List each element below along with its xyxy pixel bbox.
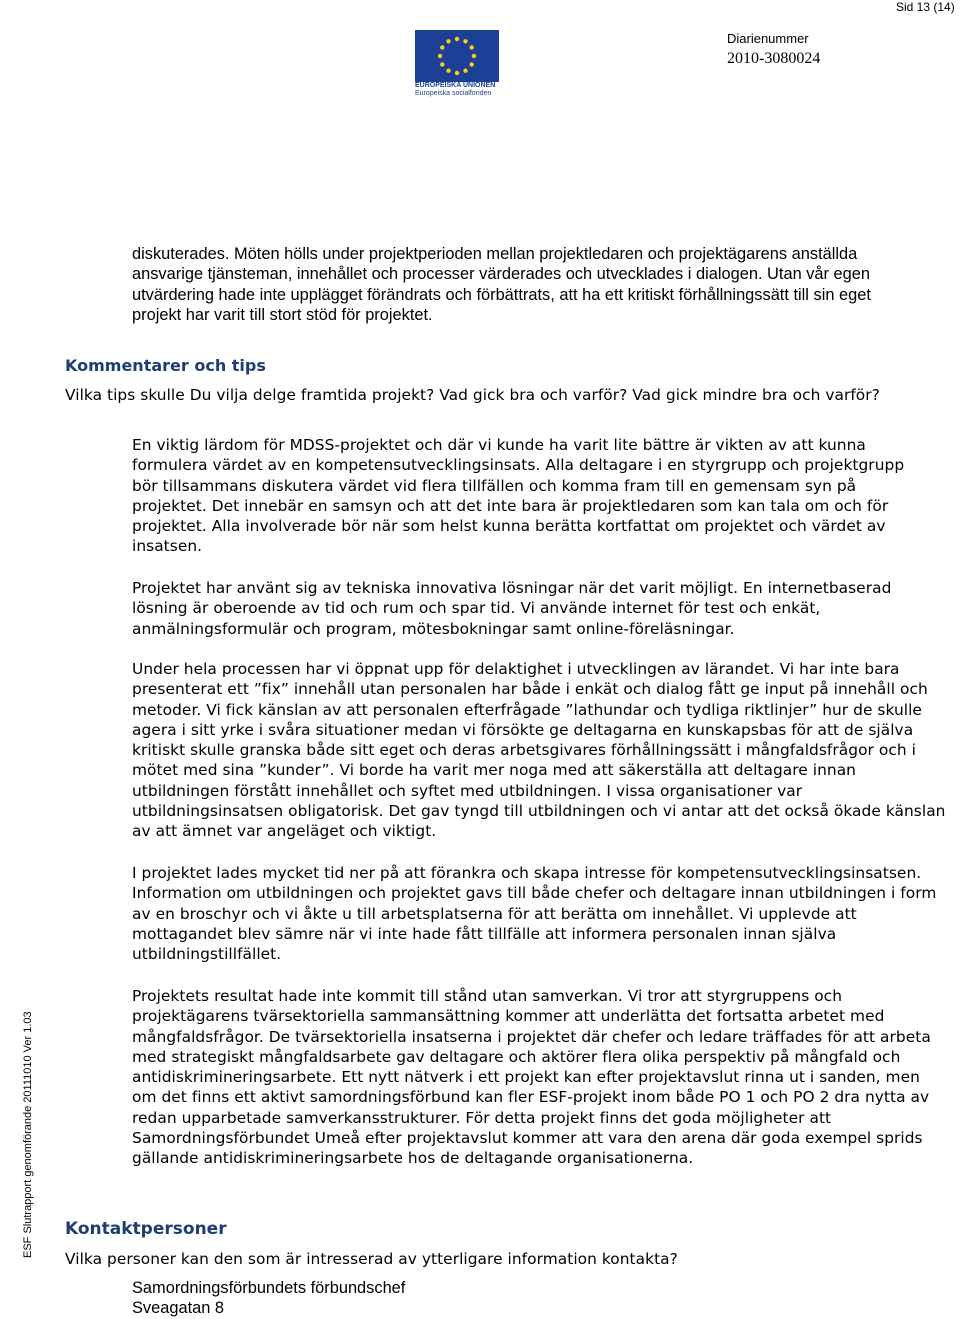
section-heading-kommentarer: Kommentarer och tips — [65, 356, 266, 375]
body-paragraph: Projektets resultat hade inte kommit till stånd utan samverkan. Vi tror att styrgruppens och projektägarens tvärsektoriella sammansättning kommer att underlätta det fortsatta arbetet med mångfaldsfrågor. De tvärsektoriella insatserna i projektet där chefer och ledare träffades för att arbeta med strategiskt mångfaldsarbete gav deltagare och aktörer flera olika perspektiv på mångfald och antidiskrimineringsarbete. Ett nytt nätverk i ett projekt kan efter projektavslut rinna ut i sanden, men om det finns ett aktivt samordningsförbund kan fler ESF-projekt inom både PO 1 och PO 2 dra nytta av redan upparbetade samverkansstrukturer. För detta projekt finns det goda möjligheter att Samordningsförbundet Umeå efter projektavslut kommer att vara den arena där goda exempel sprids gällande antidiskrimineringsarbete hos de deltagande organisationerna. — [132, 987, 931, 1168]
eu-logo — [415, 30, 499, 102]
diarienummer-label: Diarienummer — [727, 31, 809, 46]
body-paragraph: I projektet lades mycket tid ner på att förankra och skapa intresse för kompetensutvecklingsinsatsen. Information om utbildningen och projektet gavs till både chefer och deltagare innan utbildningen i form av en broschyr och vi åkte u till arbetsplatserna för att berätta om innehållet. Vi upplevde att mottagandet blev sämre när vi inte hade fått tillfälle att informera personalen innan själva utbildningstillfället. — [132, 864, 937, 964]
page-number: Sid 13 (14) — [896, 0, 955, 14]
body-paragraph: En viktig lärdom för MDSS-projektet och där vi kunde ha varit lite bättre är vikten av att kunna formulera värdet av en kompetensutvecklingsinsats. Alla deltagare i en styrgrupp och projektgrupp bör tillsammans diskutera värdet vid flera tillfällen och komma fram till en gemensam syn på projektet. Det innebär en samsyn och att det inte bara är projektledaren som kan tala om och för projektet. Alla involverade bör när som helst kunna berätta kortfattat om projektet och värdet av insatsen. — [132, 436, 905, 556]
section-heading-kontaktpersoner: Kontaktpersoner — [65, 1219, 227, 1239]
intro-paragraph: diskuterades. Möten hölls under projektperioden mellan projektledaren och projektägarens anställda ansvarige tjänsteman, innehållet och processer värderades och utvecklades i dialogen. Utan vår egen utvärdering hade inte upplägget förändrats och förbättrats, att ha ett kritiskt förhållningssätt till sin eget projekt har varit till stort stöd för projektet. — [132, 245, 871, 324]
eu-flag-icon — [415, 30, 499, 82]
body-paragraph: Projektet har använt sig av tekniska innovativa lösningar när det varit möjligt. En internetbaserad lösning är oberoende av tid och rum och spar tid. Vi använde internet för test och enkät, anmälningsformulär och program, mötesbokningar samt online-föreläsningar. — [132, 579, 892, 638]
eu-logo-line1: EUROPEISKA UNIONEN — [415, 82, 496, 89]
contact-line: Samordningsförbundets förbundschef — [132, 1279, 406, 1297]
side-footer-text: ESF Slutrapport genomförande 20111010 Ver 1.03 — [22, 1011, 34, 1258]
section-question-kommentarer: Vilka tips skulle Du vilja delge framtida projekt? Vad gick bra och varför? Vad gick mindre bra och varför? — [65, 386, 880, 404]
contact-line: Sveagatan 8 — [132, 1299, 225, 1317]
diarienummer-value: 2010-3080024 — [727, 50, 821, 67]
body-paragraph: Under hela processen har vi öppnat upp för delaktighet i utvecklingen av lärandet. Vi har inte bara presenterat ett ”fix” innehåll utan personalen har både i enkät och dialog fått ge input på innehåll och metoder. Vi fick känslan av att personalen efterfrågade ”lathundar och tydliga riktlinjer” hur de skulle agera i sitt yrke i svåra situationer medan vi försökte ge deltagarna en kunskapsbas för att de själva kritiskt skulle granska både sitt eget och deras arbetsgivares förhållningssätt i mångfaldsfrågor och i mötet med sina ”kunder”. Vi borde ha varit mer noga med att säkerställa att deltagare innan utbildningen förstått innehållet och syftet med utbildningen. I vissa organisationer var utbildningsinsatsen obligatorisk. Det gav tyngd till utbildningen och vi antar att det också ökade känslan av att ämnet var angeläget och viktigt. — [132, 660, 946, 841]
eu-logo-line2: Europeiska socialfonden — [415, 90, 492, 97]
section-question-kontaktpersoner: Vilka personer kan den som är intresserad av ytterligare information kontakta? — [65, 1250, 678, 1268]
